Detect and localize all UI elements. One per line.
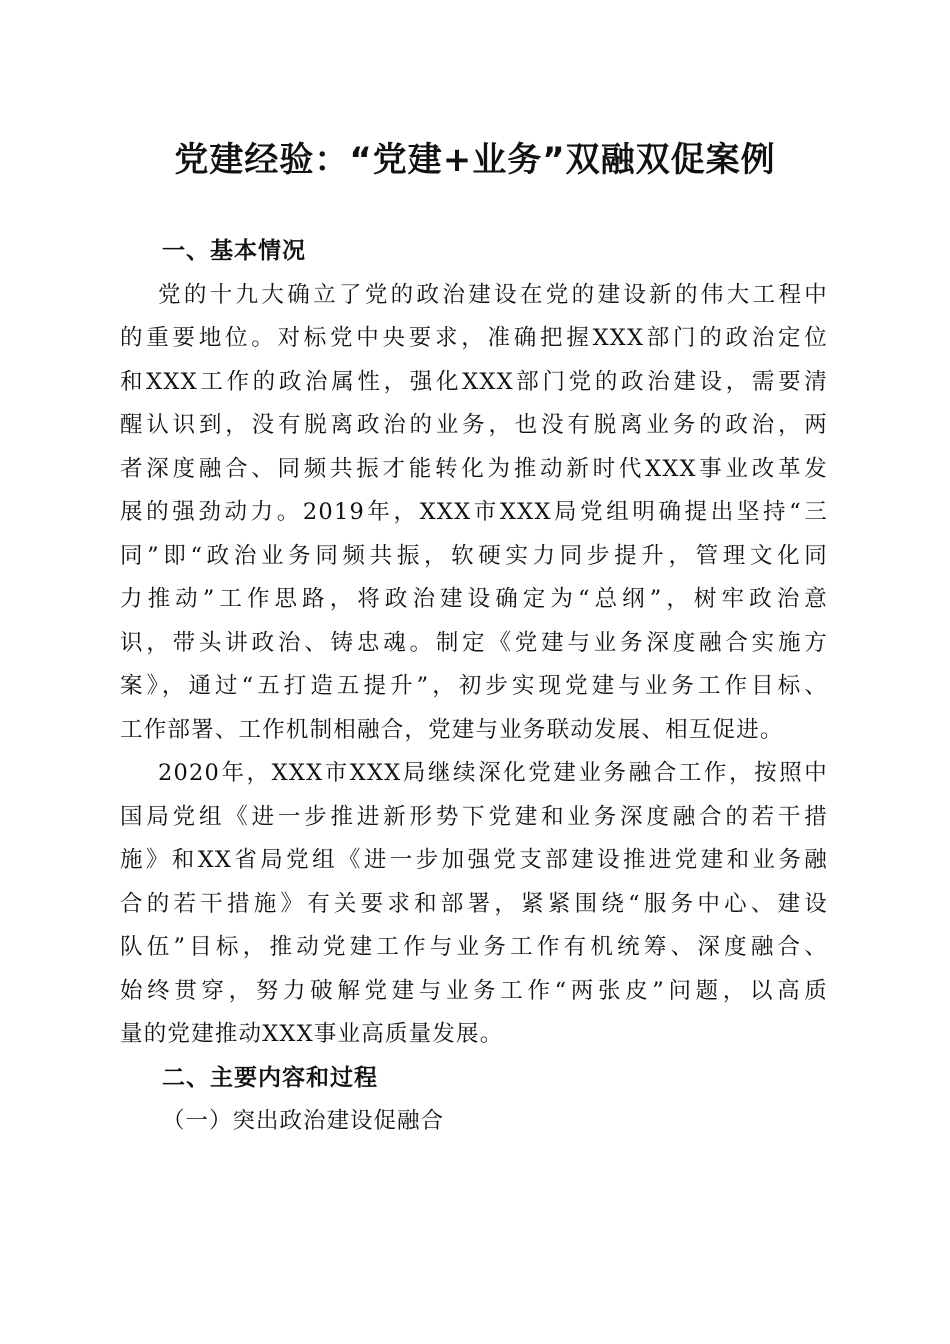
paragraph-1	[120, 274, 828, 753]
paragraph-line: 国局党组《进一步推进新形势下党建和业务深度融合的若干措	[120, 803, 828, 830]
section-heading-basic: 一、基本情况	[162, 238, 306, 264]
paragraph-line: 量的党建推动XXX事业高质量发展。	[120, 1021, 504, 1047]
paragraph-line: 醒认识到，没有脱离政治的业务，也没有脱离业务的政治，两	[120, 412, 828, 438]
paragraph-line: 始终贯穿，努力破解党建与业务工作“两张皮”问题，以高质	[120, 977, 828, 1004]
section-heading-main-content: 二、主要内容和过程	[162, 1064, 378, 1091]
subsection-heading: （一）突出政治建设促融合	[162, 1108, 445, 1134]
paragraph-line: 施》和XX省局党组《进一步加强党支部建设推进党建和业务融	[120, 847, 828, 873]
paragraph-line: 和XXX工作的政治属性，强化XXX部门党的政治建设，需要清	[120, 368, 828, 395]
paragraph-2	[120, 752, 828, 1057]
paragraph-line: 力推动”工作思路，将政治建设确定为“总纲”，树牢政治意	[120, 586, 828, 612]
paragraph-line: 工作部署、工作机制相融合，党建与业务联动发展、相互促进。	[120, 716, 784, 743]
paragraph-line: 同”即“政治业务同频共振，软硬实力同步提升，管理文化同	[120, 542, 828, 569]
paragraph-line: 党的十九大确立了党的政治建设在党的建设新的伟大工程中	[158, 281, 828, 308]
paragraph-line: 的重要地位。对标党中央要求，准确把握XXX部门的政治定位	[120, 325, 828, 351]
paragraph-line: 队伍”目标，推动党建工作与业务工作有机统筹、深度融合、	[120, 934, 828, 960]
paragraph-line: 2020年，XXX市XXX局继续深化党建业务融合工作，按照中	[158, 760, 828, 786]
paragraph-line: 识，带头讲政治、铸忠魂。制定《党建与业务深度融合实施方	[120, 629, 828, 656]
paragraph-line: 展的强劲动力。2019年，XXX市XXX局党组明确提出坚持“三	[120, 499, 828, 525]
paragraph-line: 案》，通过“五打造五提升”，初步实现党建与业务工作目标、	[120, 673, 828, 699]
document-body	[120, 230, 828, 1144]
paragraph-line: 合的若干措施》有关要求和部署，紧紧围绕“服务中心、建设	[120, 890, 828, 917]
document-title: 党建经验：“党建+业务”双融双促案例	[174, 140, 776, 180]
paragraph-line: 者深度融合、同频共振才能转化为推动新时代XXX事业改革发	[120, 455, 828, 482]
